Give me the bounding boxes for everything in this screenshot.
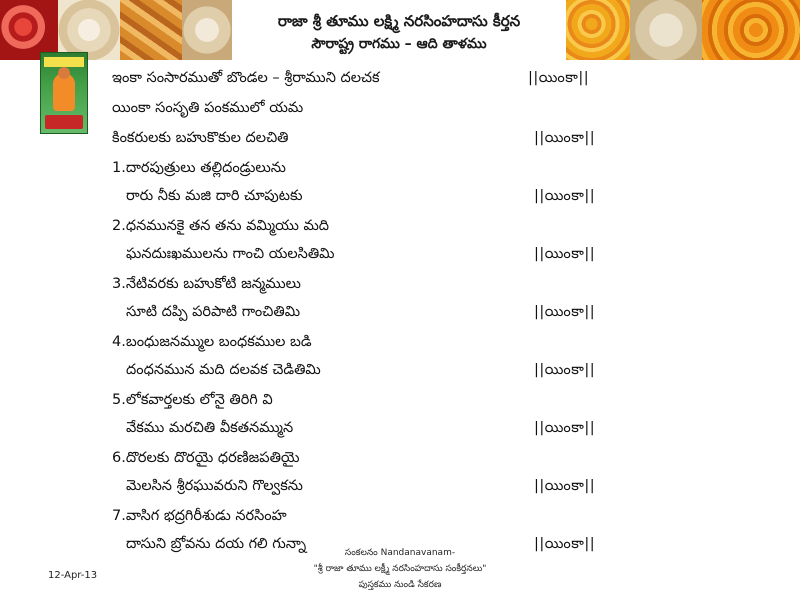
book-cover-icon <box>40 52 88 134</box>
refrain-marker: ||యింకా|| <box>534 420 596 436</box>
banner-left-image <box>0 0 232 60</box>
cover-head <box>58 67 70 79</box>
refrain-marker: ||యింకా|| <box>534 478 596 494</box>
cover-title-band <box>44 57 84 67</box>
sweet-1-icon <box>0 0 58 60</box>
verse-line: ఘనదుఃఖములను గాంచి యలసితిమి <box>126 246 335 262</box>
date-stamp: 12-Apr-13 <box>48 570 98 581</box>
footer-credit-3: పుస్తకము నుండి సేకరణ <box>358 580 442 590</box>
verse-line: 4.బంధుజనమ్ముల బంధకముల బడి <box>112 334 312 350</box>
verse-line: ఇంకా సంసారముతో బొండల – శ్రీరాముని దలచక <box>112 70 380 86</box>
refrain-marker: ||యింకా|| <box>534 130 596 146</box>
verse-line: 3.నేటివరకు బహుకోటి జన్మములు <box>112 276 301 292</box>
verse-line: సూటి దప్పి పరిపాటి గాంచితిమి <box>126 304 301 320</box>
footer-credit-2: "శ్రీ రాజా తూము లక్ష్మీ నరసింహదాసు సంకీర్తనలు" <box>313 564 487 574</box>
verse-line: కింకరులకు బహుకొకుల దలచితి <box>112 130 289 146</box>
verse-line: దాసుని బ్రోవను దయ గలి గున్నా <box>126 536 307 552</box>
raga-tala-subtitle: సౌరాష్ట్ర రాగము – ఆది తాళము <box>311 36 487 52</box>
sweet-2-icon <box>58 0 120 60</box>
sweet-6-icon <box>630 0 702 60</box>
footer-credit-1: సంకలనం Nandanavanam- <box>344 548 456 558</box>
verse-line: 1.దారపుత్రులు తల్లిదండ్రులును <box>112 160 286 176</box>
sweet-5-icon <box>566 0 630 60</box>
verse-line: 6.దొరలకు దొరయై ధరణిజపతియై <box>112 450 300 466</box>
refrain-marker: ||యింకా|| <box>534 188 596 204</box>
refrain-marker: ||యింకా|| <box>534 536 596 552</box>
verse-line: 5.లోకవార్తలకు లోనై తిరిగి వి <box>112 392 273 408</box>
sweet-3-icon <box>120 0 182 60</box>
refrain-marker: ||యింకా|| <box>534 362 596 378</box>
page-title: రాజా శ్రీ తూము లక్ష్మి నరసింహదాసు కీర్తన <box>277 12 521 30</box>
sweet-7-icon <box>702 0 800 60</box>
verse-line: 2.ధనమునకై తన తను వమ్మియు మది <box>112 218 330 234</box>
verse-line: దంధనమున మది దలవక చెడితిమి <box>126 362 321 378</box>
banner-right-image <box>566 0 800 60</box>
verse-line: వేకము మరచితి వీకతనమ్మున <box>126 420 294 436</box>
sweet-4-icon <box>182 0 232 60</box>
refrain-marker: ||యింకా|| <box>534 304 596 320</box>
verse-line: రారు నీకు మజి దారి చూపుటకు <box>126 188 303 204</box>
refrain-marker: ||యింకా|| <box>528 70 590 86</box>
verse-line: 7.వాసిగ భద్రగిరీశుడు నరసింహ <box>112 508 287 524</box>
verse-line: యింకా సంసృతి పంకములో యమ <box>112 100 304 116</box>
verse-line: మెలసిన శ్రీరఘువరుని గొల్వకను <box>126 478 303 494</box>
cover-base <box>45 115 83 129</box>
refrain-marker: ||యింకా|| <box>534 246 596 262</box>
